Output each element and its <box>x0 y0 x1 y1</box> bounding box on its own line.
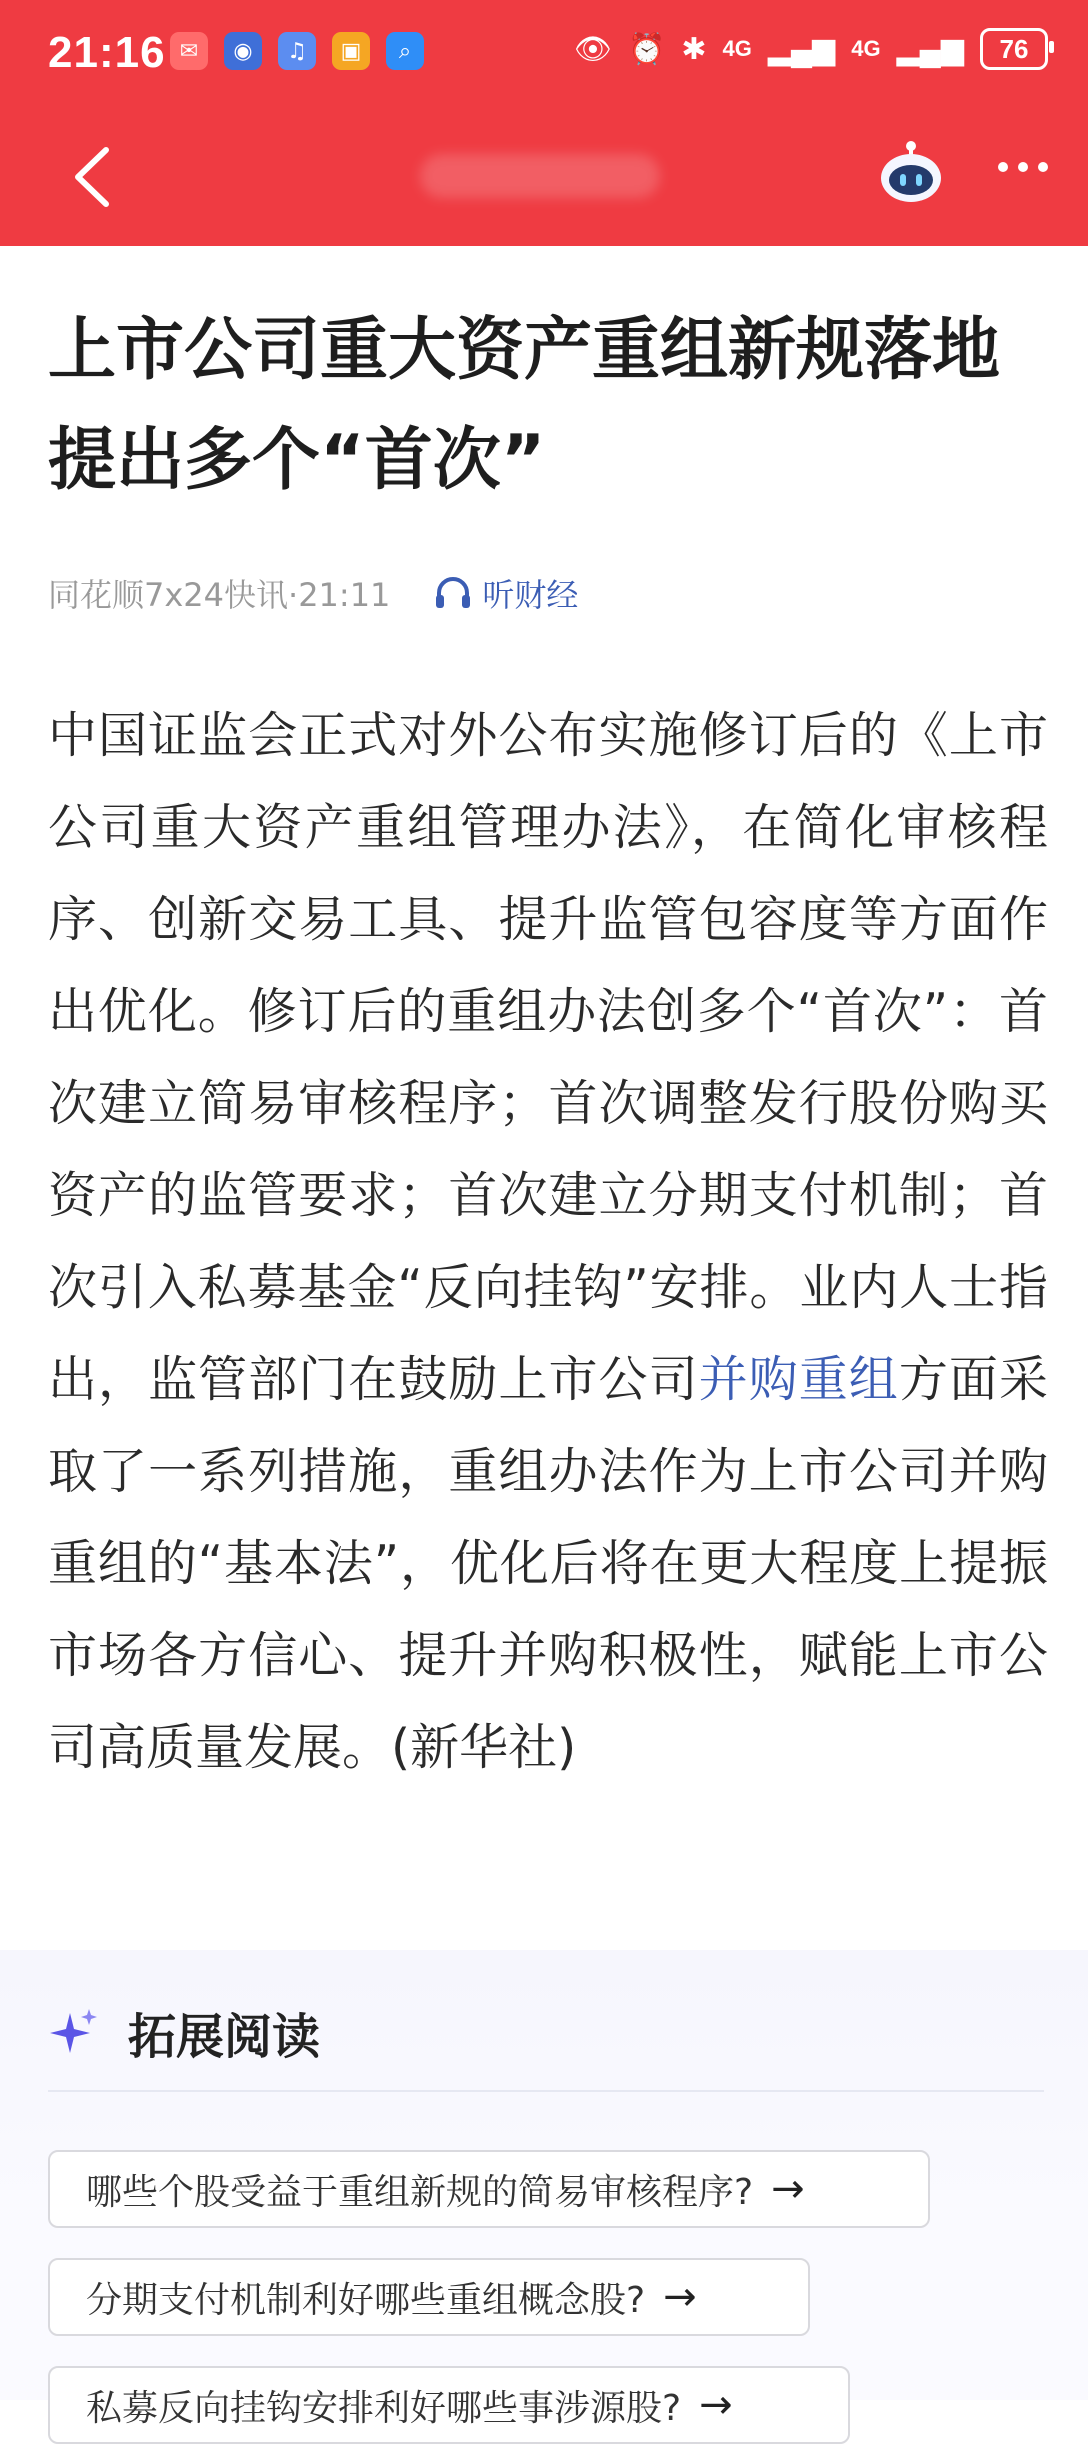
extended-reading-title: 拓展阅读 <box>128 2009 321 2065</box>
status-time: 21:16 <box>48 28 166 77</box>
alarm-icon: ⏰ <box>627 32 666 66</box>
navigation-bar <box>0 110 1088 246</box>
divider <box>48 2090 1044 2092</box>
article-title-line-1: 上市公司重大资产重组新规落地 <box>48 311 1001 390</box>
arrow-right-icon: → <box>663 2274 697 2320</box>
related-question-text: 私募反向挂钩安排利好哪些事涉源股? <box>86 2387 682 2429</box>
signal-icon: ▂▄▆ <box>767 32 836 66</box>
article-title <box>48 296 1048 516</box>
network-4g-label-2: 4G <box>851 36 881 61</box>
sparkle-icon <box>48 2007 100 2059</box>
article-body <box>48 690 1048 1794</box>
related-question-3[interactable] <box>48 2366 850 2444</box>
article-body-text-2: 方面采取了一系列措施，重组办法作为上市公司并购重组的“基本法”，优化后将在更大程度上提振市场各方信心、提升并购积极性，赋能上市公司高质量发展。(新华社) <box>48 1351 1048 1776</box>
back-arrow-icon[interactable] <box>60 142 130 212</box>
more-options-icon[interactable] <box>998 162 1048 172</box>
article-meta <box>48 570 578 616</box>
extended-reading-header <box>48 1998 320 2067</box>
eye-icon: 👁 <box>573 32 612 66</box>
status-indicators <box>574 28 1048 70</box>
related-question-text: 分期支付机制利好哪些重组概念股? <box>86 2279 646 2321</box>
listen-label: 听财经 <box>482 576 579 614</box>
bluetooth-icon: ✱ <box>681 32 707 66</box>
status-bar <box>0 0 1088 110</box>
notification-icons <box>170 32 424 70</box>
battery-level: 76 <box>999 33 1029 64</box>
related-question-text: 哪些个股受益于重组新规的简易审核程序? <box>86 2171 754 2213</box>
related-question-2[interactable] <box>48 2258 810 2336</box>
related-question-1[interactable] <box>48 2150 930 2228</box>
ai-assistant-icon[interactable] <box>876 138 946 208</box>
music-app-icon: ♫ <box>278 32 316 70</box>
article-source: 同花顺7x24快讯·21:11 <box>48 576 391 614</box>
arrow-right-icon: → <box>771 2166 805 2212</box>
headphones-icon <box>434 576 472 610</box>
battery-indicator <box>980 28 1048 70</box>
article-body-text-1: 中国证监会正式对外公布实施修订后的《上市公司重大资产重组管理办法》，在简化审核程序、创新交易工具、提升监管包容度等方面作出优化。修订后的重组办法创多个“首次”：首次建立简易审核程序；首次调整发行股份购买资产的监管要求；首次建立分期支付机制；首次引入私募基金“反向挂钩”安排。业内人士指出，监管部门在鼓励上市公司 <box>48 707 1048 1408</box>
shield-app-icon: ◉ <box>224 32 262 70</box>
extended-reading-section <box>0 1950 1088 2429</box>
arrow-right-icon: → <box>699 2382 733 2428</box>
article-title-line-2: 提出多个“首次” <box>48 421 546 500</box>
merger-link[interactable]: 并购重组 <box>698 1351 899 1408</box>
shop-app-icon: ▣ <box>332 32 370 70</box>
listen-button[interactable] <box>434 570 578 616</box>
message-app-icon: ✉ <box>170 32 208 70</box>
blurred-nav-title <box>420 154 660 198</box>
signal-icon-2: ▂▄▆ <box>896 32 964 66</box>
network-4g-label: 4G <box>722 36 752 61</box>
search-app-icon: ⌕ <box>386 32 424 70</box>
